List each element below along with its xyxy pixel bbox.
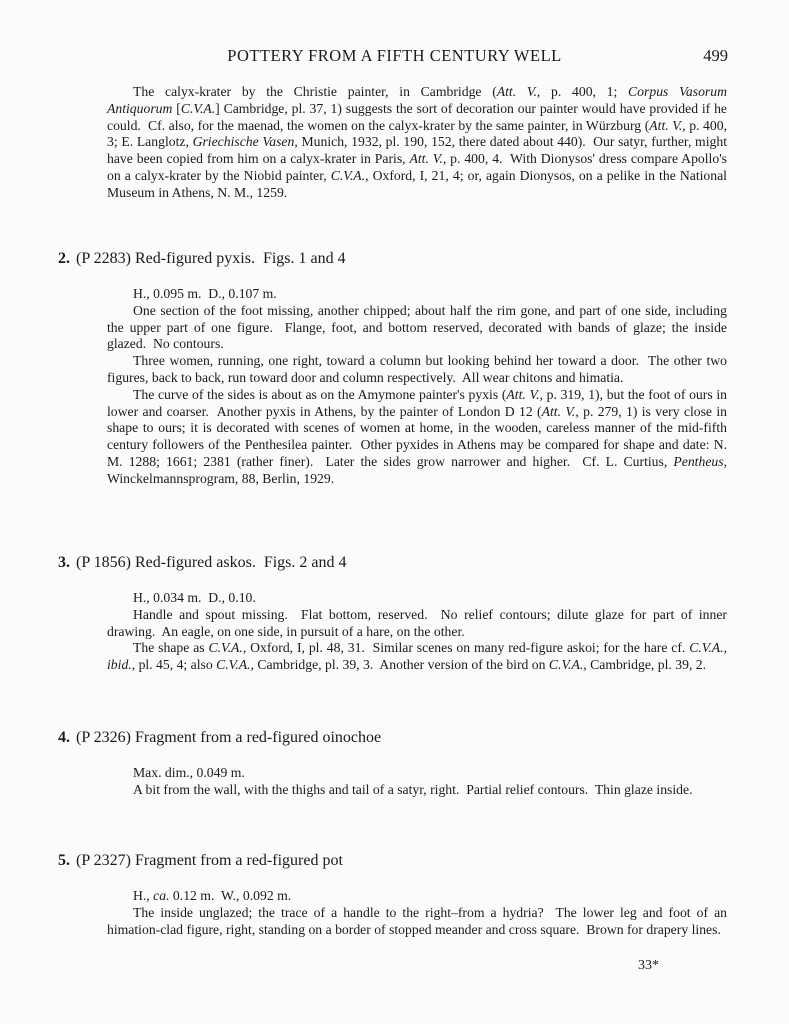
entry-title: (P 1856) Red-figured askos. Figs. 2 and 4 bbox=[76, 554, 347, 571]
catalog-entry bbox=[58, 552, 727, 674]
entry-paragraphs bbox=[107, 303, 727, 488]
entry-dimensions: H., 0.095 m. D., 0.107 m. bbox=[133, 286, 277, 301]
entry-paragraphs bbox=[107, 905, 727, 939]
entry-paragraphs bbox=[107, 782, 727, 799]
paragraph: The shape as C.V.A., Oxford, I, pl. 48, 31. Similar scenes on many red-figure askoi; for the hare cf. C.V.A., ibid., pl. 45, 4; also C.V.A., Cambridge, pl. 39, 3. Another version of the bird on C.V.A., Cambridge, pl. 39, 2. bbox=[107, 640, 727, 673]
paragraph: A bit from the wall, with the thighs and tail of a satyr, right. Partial relief contours. Thin glaze inside. bbox=[133, 781, 693, 797]
entry-paragraphs bbox=[107, 607, 727, 674]
entry-number: 4. bbox=[58, 729, 70, 746]
entry-number: 5. bbox=[58, 852, 70, 869]
catalog-entry bbox=[58, 850, 727, 938]
catalog-entry bbox=[58, 727, 727, 799]
entry-title: (P 2327) Fragment from a red-figured pot bbox=[76, 852, 343, 869]
paragraph: The inside unglazed; the trace of a handle to the right–from a hydria? The lower leg and foot of an himation-clad figure, right, standing on a border of stopped meander and cross square. Brown for drapery lines. bbox=[107, 904, 727, 937]
entry-number: 2. bbox=[58, 250, 70, 267]
continuation-paragraph: The calyx-krater by the Christie painter, in Cambridge (Att. V., p. 400, 1; Corpus Vasorum Antiquorum [C.V.A.] Cambridge, pl. 37, 1) suggests the sort of decoration our painter would have provided if he could. Cf. also, for the maenad, the women on the calyx-krater by the same painter, in Würzburg (Att. V., p. 400, 3; E. Langlotz, Griechische Vasen, Munich, 1932, pl. 190, 152, there dated about 440). Our satyr, further, might have been copied from him on a calyx-krater in Paris, Att. V., p. 400, 4. With Dionysos' dress compare Apollo's on a calyx-krater by the Niobid painter, C.V.A., Oxford, I, 21, 4; or, again Dionysos, on a pelike in the National Museum in Athens, N. M., 1259. bbox=[107, 84, 728, 200]
entry-heading bbox=[58, 850, 727, 871]
paragraph: Three women, running, one right, toward a column but looking behind her toward a door. The other two figures, back to back, run toward door and column respectively. All wear chitons and himatia. bbox=[107, 353, 727, 385]
entry-dimensions: Max. dim., 0.049 m. bbox=[133, 765, 245, 780]
page-title: POTTERY FROM A FIFTH CENTURY WELL bbox=[227, 46, 562, 65]
paragraph: The curve of the sides is about as on the Amymone painter's pyxis (Att. V., p. 319, 1), but the foot of ours in lower and coarser. Another pyxis in Athens, by the painter of London D 12 (Att. V., p. 279, 1) is very close in shape to ours; it is decorated with scenes of women at home, in the wooden, careless manner of the mid-fifth century followers of the Penthesilea painter. Other pyxides in Athens may be compared for shape and date: N. M. 1288; 1661; 2381 (rather finer). Later the sides grow narrower and higher. Cf. L. Curtius, Pentheus, Winckelmannsprogram, 88, Berlin, 1929. bbox=[107, 386, 727, 486]
paragraph: One section of the foot missing, another chipped; about half the rim gone, and part of one side, including the upper part of one figure. Flange, foot, and bottom reserved, decorated with bands of glaze; the inside glazed. No contours. bbox=[107, 302, 727, 352]
entry-dimensions: H., 0.034 m. D., 0.10. bbox=[133, 590, 256, 605]
entry-title: (P 2326) Fragment from a red-figured oinochoe bbox=[76, 729, 382, 746]
entry-heading bbox=[58, 248, 727, 269]
entry-number: 3. bbox=[58, 554, 70, 571]
entry-heading bbox=[58, 727, 727, 748]
entry-title: (P 2283) Red-figured pyxis. Figs. 1 and 4 bbox=[76, 250, 346, 267]
running-head bbox=[0, 46, 789, 68]
entry-heading bbox=[58, 552, 727, 573]
entry-dimensions: H., ca. 0.12 m. W., 0.092 m. bbox=[133, 888, 292, 903]
signature-mark: 33* bbox=[638, 958, 659, 973]
catalog-entry bbox=[58, 248, 727, 488]
paragraph: Handle and spout missing. Flat bottom, reserved. No relief contours; dilute glaze for part of inner drawing. An eagle, on one side, in pursuit of a hare, on the other. bbox=[107, 606, 727, 639]
page-number: 499 bbox=[703, 46, 728, 65]
